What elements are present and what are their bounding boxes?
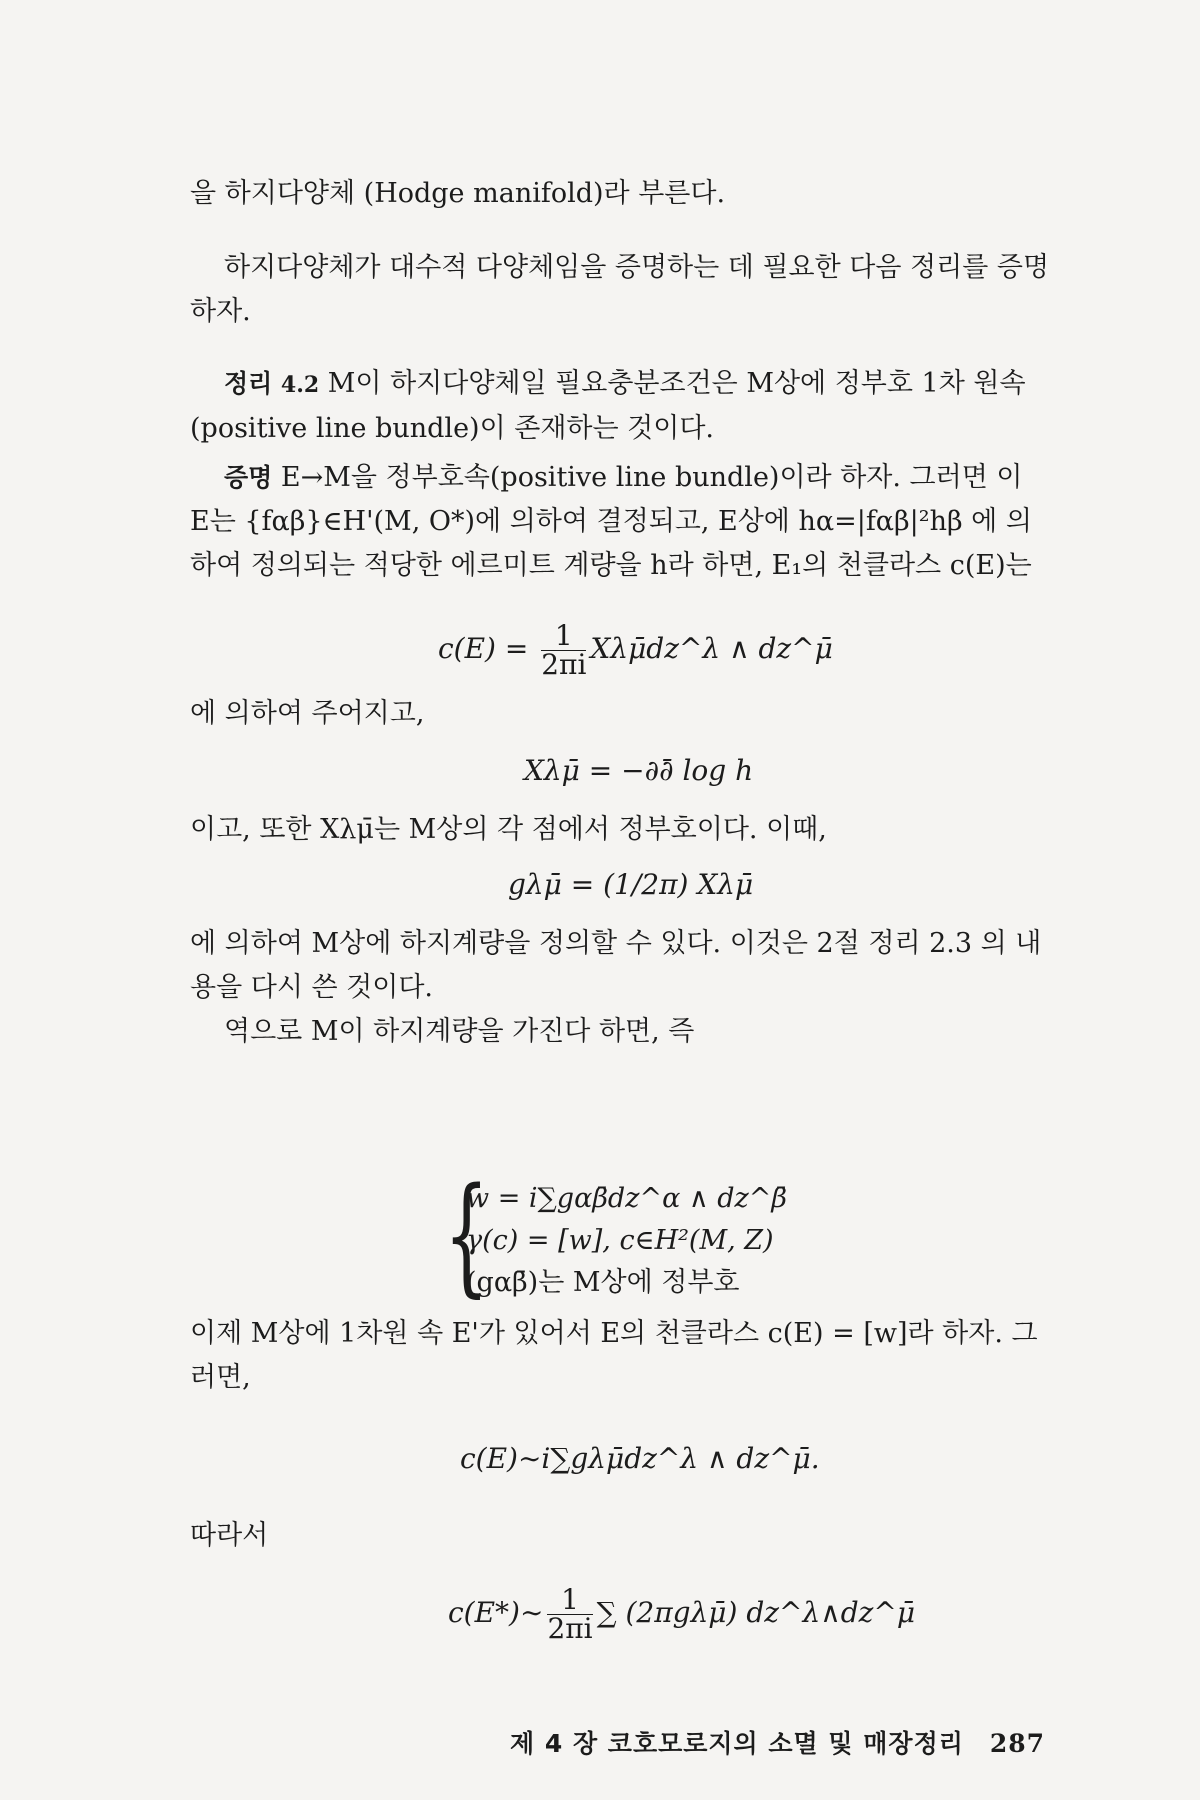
theorem-text: M이 하지다양체일 필요충분조건은 M상에 정부호 1차 원속(positive line bundle)이 존재하는 것이다. xyxy=(190,368,1026,444)
left-brace: { xyxy=(444,1161,489,1310)
paragraph-intro: 하지다양체가 대수적 다양체임을 증명하는 데 필요한 다음 정리를 증명하자. xyxy=(190,252,1050,327)
eq5-lhs: c(E*)∼ xyxy=(448,1596,544,1629)
proof-paragraph xyxy=(190,456,1050,588)
eq5-rhs: ∑ (2πgλμ̄) dz^λ∧dz^μ̄ xyxy=(596,1596,916,1629)
eq5-numerator: 1 xyxy=(547,1586,592,1615)
system-line-1: w = i∑gαβ̄dz^α ∧ dz^β̄ xyxy=(466,1183,787,1214)
equation-dual-chern xyxy=(448,1583,916,1645)
theorem-label: 정리 xyxy=(224,369,273,398)
eq1-denominator: 2πi xyxy=(541,648,587,681)
text-positive-definite: 이고, 또한 Xλμ̄는 M상의 각 점에서 정부호이다. 이때, xyxy=(190,814,827,845)
equation-chern-sum xyxy=(460,1442,820,1475)
eq5-denominator: 2πi xyxy=(547,1612,593,1645)
system-line-2: γ(c) = [w], c∈H²(M, Z) xyxy=(466,1225,774,1256)
proof-text: E→M을 정부호속(positive line bundle)이라 하자. 그러면 이 E는 {fαβ}∈H'(M, O*)에 의하여 결정되고, E상에 hα=|fαβ|²hβ 에 의하여 정의되는 적당한 에르미트 계량을 h라 하면, E₁의 천클라스 c(E)는 xyxy=(190,462,1032,581)
text-conversely: 역으로 M이 하지계량을 가진다 하면, 즉 xyxy=(224,1016,695,1047)
theorem-4-2 xyxy=(190,362,1050,451)
running-footer xyxy=(510,1724,1045,1760)
eq1-fraction xyxy=(541,619,587,681)
theorem-number: 4.2 xyxy=(280,372,320,398)
eq1-numerator: 1 xyxy=(541,622,586,651)
eq4-text: c(E)∼i∑gλμ̄dz^λ ∧ dz^μ̄. xyxy=(460,1442,820,1475)
eq1-lhs: c(E) = xyxy=(438,632,538,665)
system-lines xyxy=(466,1178,866,1304)
system-line-3: (gαβ̄)는 M상에 정부호 xyxy=(466,1267,740,1298)
eq5-fraction xyxy=(547,1583,593,1645)
text-line-1: 을 하지다양체 (Hodge manifold)라 부른다. xyxy=(190,178,726,209)
eq2-text: Xλμ̄ = −∂∂̄ log h xyxy=(524,754,754,787)
equation-chern-class xyxy=(438,619,833,681)
footer-chapter: 제 4 장 코호모로지의 소멸 및 매장정리 xyxy=(510,1729,964,1758)
text-given-by: 에 의하여 주어지고, xyxy=(190,698,425,729)
text-hodge-metric: 에 의하여 M상에 하지계량을 정의할 수 있다. 이것은 2절 정리 2.3 의 내용을 다시 쓴 것이다. xyxy=(190,928,1042,1003)
text-therefore: 따라서 xyxy=(190,1520,269,1551)
text-line-bundle: 이제 M상에 1차원 속 E'가 있어서 E의 천클라스 c(E) = [w]라 하자. 그러면, xyxy=(190,1318,1038,1393)
proof-label: 증명 xyxy=(224,463,273,492)
eq3-text: gλμ̄ = (1/2π) Xλμ̄ xyxy=(508,868,754,901)
equation-curvature xyxy=(524,754,753,787)
equation-metric xyxy=(508,868,753,901)
page-number: 287 xyxy=(989,1729,1046,1758)
eq1-rhs: Xλμ̄dz^λ ∧ dz^μ̄ xyxy=(590,632,833,665)
